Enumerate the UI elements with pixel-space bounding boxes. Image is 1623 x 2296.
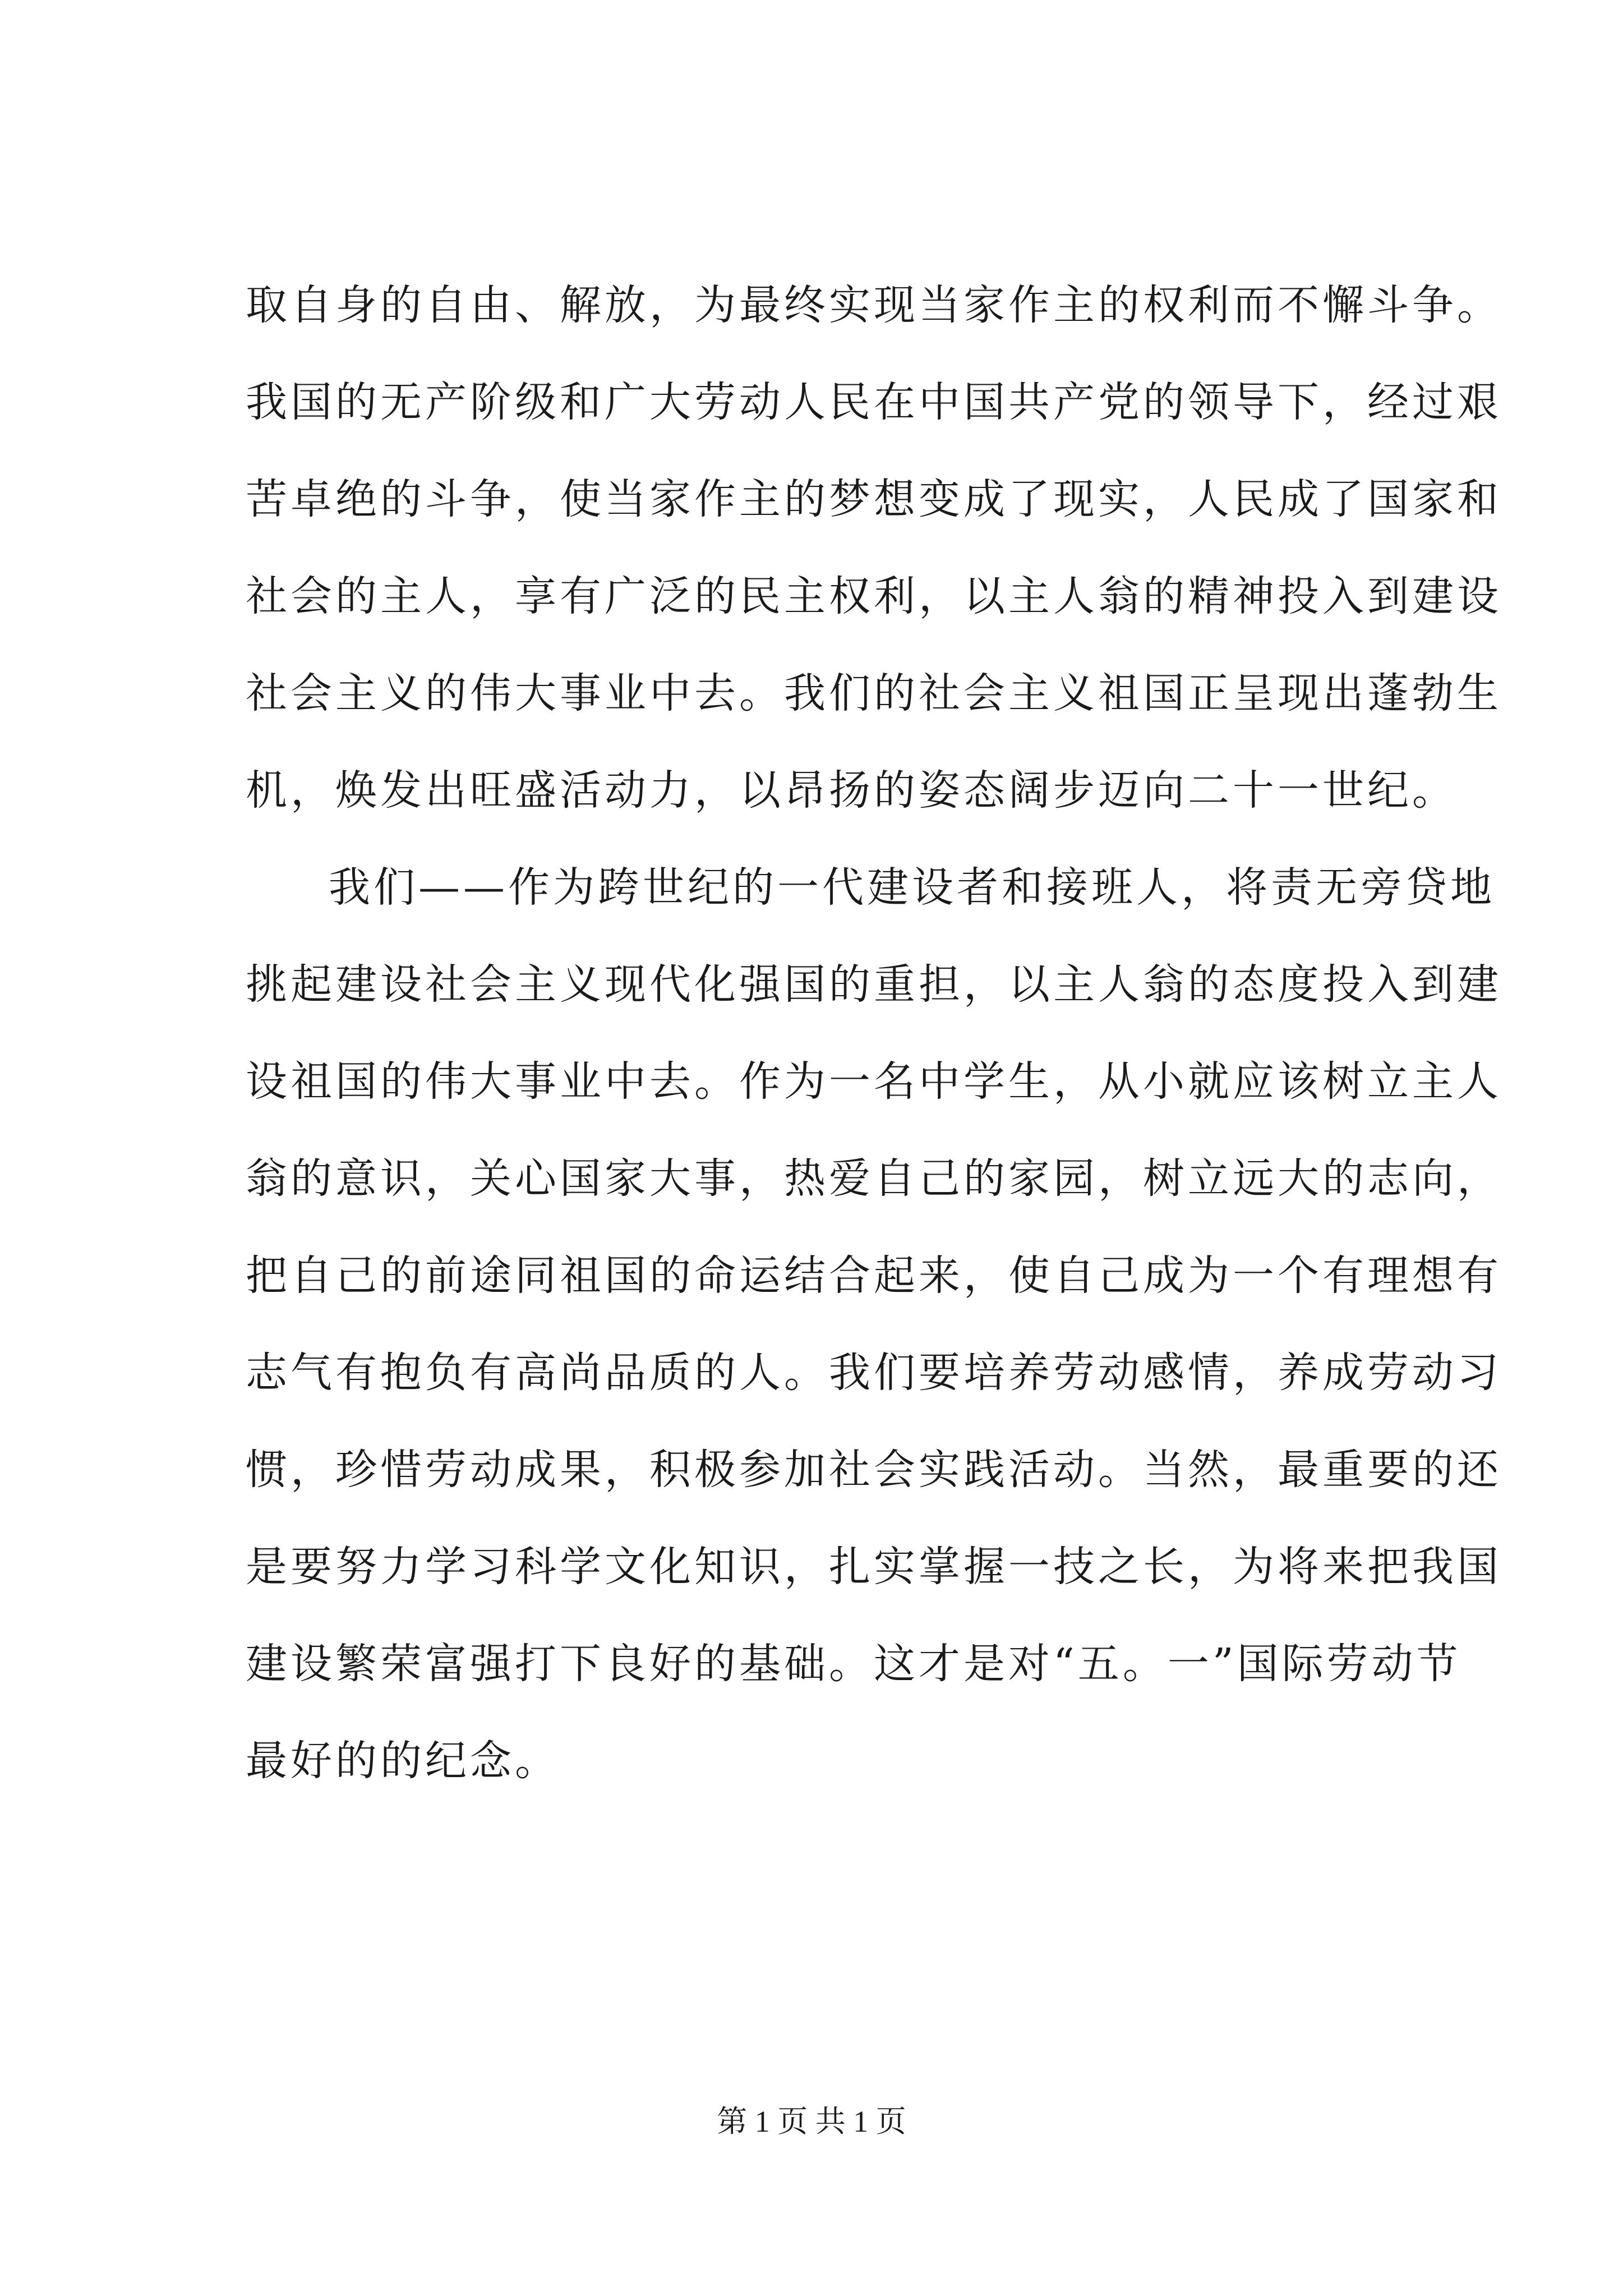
text-line: 最好的的纪念。: [246, 1737, 560, 1785]
page-footer: 第 1 页 共 1 页: [717, 2105, 906, 2138]
text-line: 把自己的前途同祖国的命运结合起来，使自己成为一个有理想有: [246, 1251, 1502, 1300]
document-body: [246, 257, 1502, 1810]
text-line: 机，焕发出旺盛活动力，以昂扬的姿态阔步迈向二十一世纪。: [246, 766, 1457, 815]
text-line: 建设繁荣富强打下良好的基础。这才是对“五。一”国际劳动节: [246, 1640, 1461, 1688]
paragraph-first-line: 我们——作为跨世纪的一代建设者和接班人，将责无旁贷地: [329, 863, 1495, 912]
text-line: 志气有抱负有高尚品质的人。我们要培养劳动感情，养成劳动习: [246, 1349, 1502, 1397]
text-line: 设祖国的伟大事业中去。作为一名中学生，从小就应该树立主人: [246, 1057, 1502, 1106]
text-line: 社会的主人，享有广泛的民主权利，以主人翁的精神投入到建设: [246, 572, 1502, 620]
text-line: 惯，珍惜劳动成果，积极参加社会实践活动。当然，最重要的还: [246, 1446, 1502, 1494]
text-line: 社会主义的伟大事业中去。我们的社会主义祖国正呈现出蓬勃生: [246, 669, 1502, 717]
text-line: 苦卓绝的斗争，使当家作主的梦想变成了现实，人民成了国家和: [246, 475, 1502, 523]
text-line: 翁的意识，关心国家大事，热爱自己的家园，树立远大的志向，: [246, 1154, 1502, 1203]
text-line: 我国的无产阶级和广大劳动人民在中国共产党的领导下，经过艰: [246, 378, 1502, 426]
text-line: 挑起建设社会主义现代化强国的重担，以主人翁的态度投入到建: [246, 960, 1502, 1009]
text-line: 取自身的自由、解放，为最终实现当家作主的权利而不懈斗争。: [246, 281, 1502, 329]
text-line: 是要努力学习科学文化知识，扎实掌握一技之长，为将来把我国: [246, 1543, 1502, 1591]
